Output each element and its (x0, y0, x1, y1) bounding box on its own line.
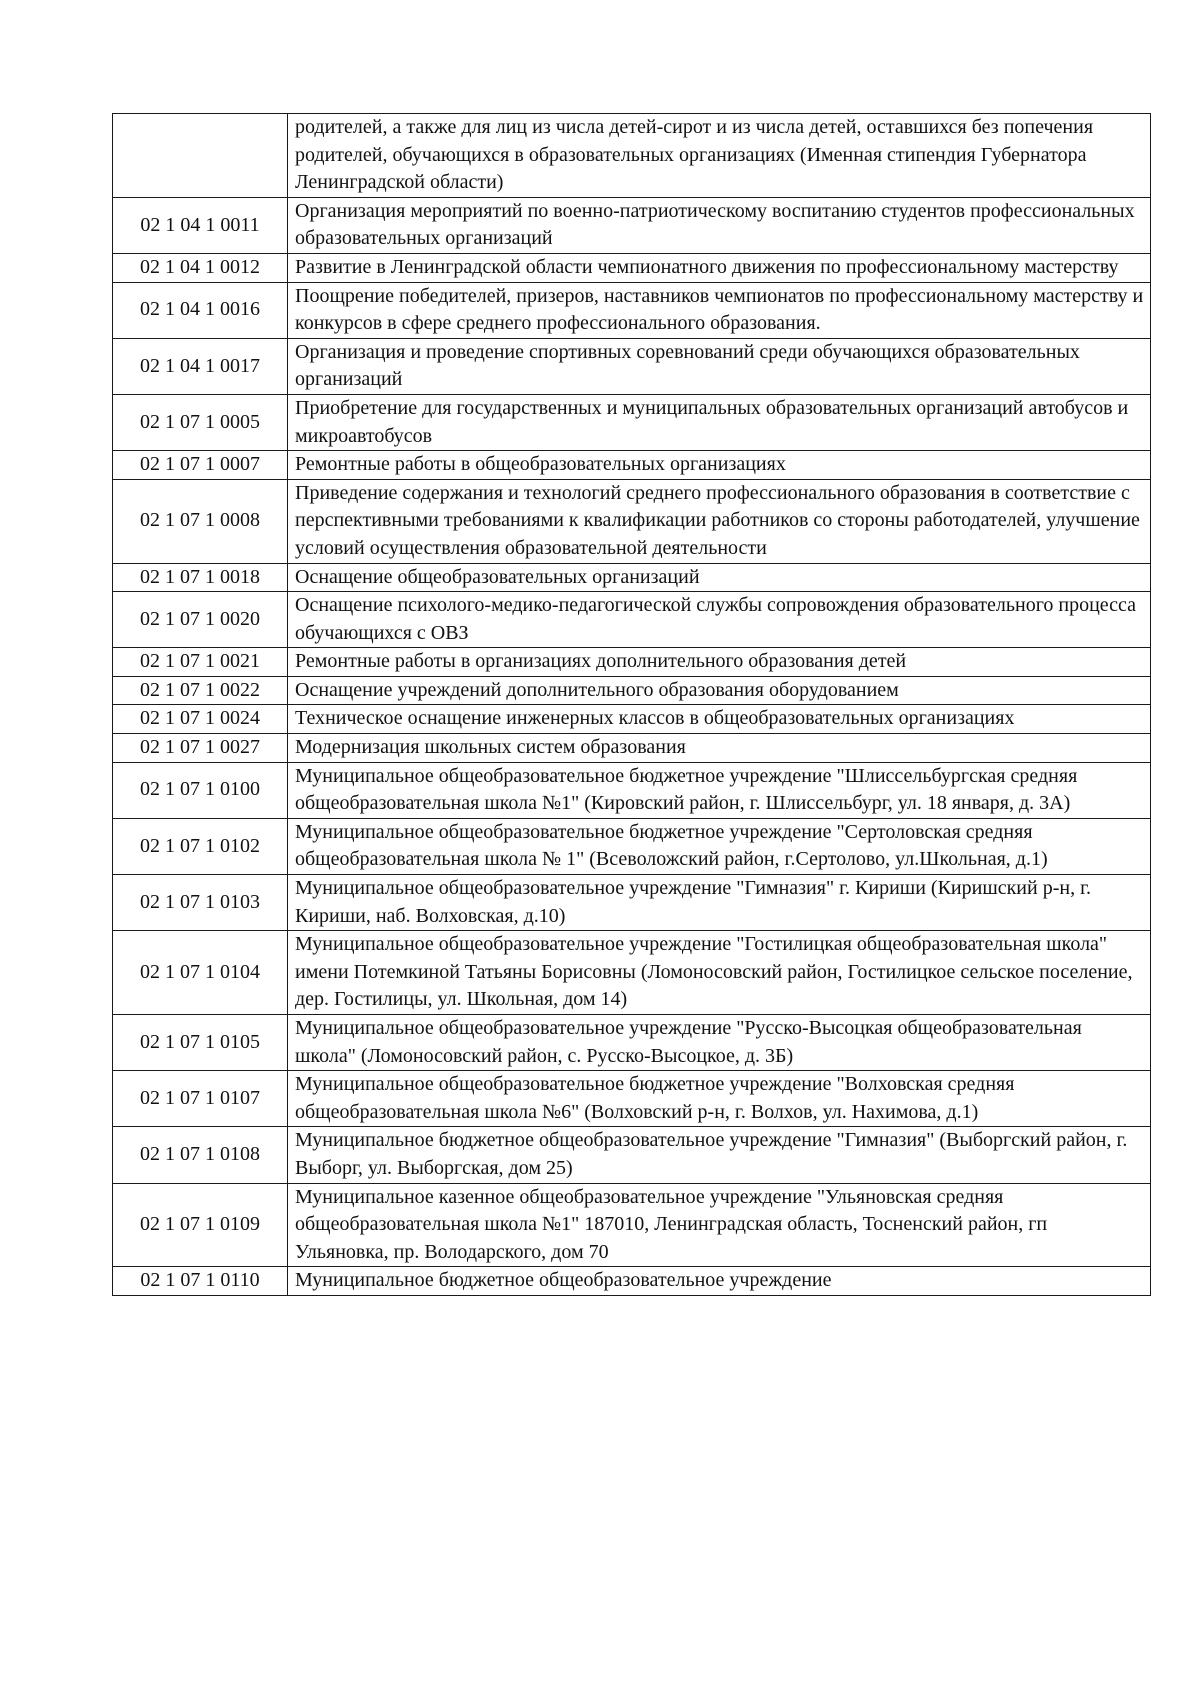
row-code: 02 1 07 1 0005 (113, 394, 288, 450)
row-description: Ремонтные работы в общеобразовательных организациях (288, 451, 1151, 480)
table-row (113, 114, 1151, 198)
row-description: Муниципальное общеобразовательное бюджетное учреждение "Волховская средняя общеобразовательная школа №6" (Волховский р-н, г. Волхов, ул. Нахимова, д.1) (288, 1071, 1151, 1127)
table-row (113, 1127, 1151, 1183)
row-code: 02 1 07 1 0100 (113, 762, 288, 818)
table-row (113, 648, 1151, 677)
table-row (113, 1267, 1151, 1296)
row-code: 02 1 07 1 0027 (113, 734, 288, 763)
table-row (113, 563, 1151, 592)
table-row (113, 197, 1151, 253)
table-row (113, 479, 1151, 563)
row-description: Муниципальное общеобразовательное бюджетное учреждение "Сертоловская средняя общеобразовательная школа № 1" (Всеволожский район, г.Сертолово, ул.Школьная, д.1) (288, 818, 1151, 874)
table-row (113, 592, 1151, 648)
row-code: 02 1 07 1 0018 (113, 563, 288, 592)
row-code: 02 1 07 1 0109 (113, 1183, 288, 1267)
row-description: Оснащение общеобразовательных организаций (288, 563, 1151, 592)
row-description: Муниципальное общеобразовательное учреждение "Гимназия" г. Кириши (Киришский р-н, г. Кириши, наб. Волховская, д.10) (288, 875, 1151, 931)
row-description: Приобретение для государственных и муниципальных образовательных организаций автобусов и микроавтобусов (288, 394, 1151, 450)
row-description: Поощрение победителей, призеров, наставников чемпионатов по профессиональному мастерству и конкурсов в сфере среднего профессионального образования. (288, 282, 1151, 338)
row-description: Ремонтные работы в организациях дополнительного образования детей (288, 648, 1151, 677)
row-description: Организация мероприятий по военно-патриотическому воспитанию студентов профессиональных образовательных организаций (288, 197, 1151, 253)
table-row (113, 875, 1151, 931)
row-code: 02 1 07 1 0024 (113, 705, 288, 734)
row-code: 02 1 04 1 0016 (113, 282, 288, 338)
row-description: Модернизация школьных систем образования (288, 734, 1151, 763)
table-row (113, 734, 1151, 763)
row-code: 02 1 07 1 0104 (113, 931, 288, 1015)
table-row (113, 705, 1151, 734)
row-description: родителей, а также для лиц из числа детей-сирот и из числа детей, оставшихся без попечения родителей, обучающихся в образовательных организациях (Именная стипендия Губернатора Ленинградской области) (288, 114, 1151, 198)
table-row (113, 253, 1151, 282)
row-code: 02 1 04 1 0017 (113, 338, 288, 394)
table-row (113, 451, 1151, 480)
row-code: 02 1 07 1 0105 (113, 1015, 288, 1071)
row-description: Оснащение учреждений дополнительного образования оборудованием (288, 676, 1151, 705)
row-code: 02 1 07 1 0102 (113, 818, 288, 874)
row-description: Муниципальное бюджетное общеобразовательное учреждение (288, 1267, 1151, 1296)
table-row (113, 282, 1151, 338)
table-row (113, 1071, 1151, 1127)
row-code: 02 1 07 1 0007 (113, 451, 288, 480)
row-description: Муниципальное общеобразовательное учреждение "Гостилицкая общеобразовательная школа" имени Потемкиной Татьяны Борисовны (Ломоносовский район, Гостилицкое сельское поселение, дер. Гостилицы, ул. Школьная, дом 14) (288, 931, 1151, 1015)
row-code: 02 1 07 1 0110 (113, 1267, 288, 1296)
table-row (113, 1015, 1151, 1071)
table-row (113, 931, 1151, 1015)
table-row (113, 338, 1151, 394)
row-description: Приведение содержания и технологий среднего профессионального образования в соответствие с перспективными требованиями к квалификации работников со стороны работодателей, улучшение условий осуществления образовательной деятельности (288, 479, 1151, 563)
row-description: Техническое оснащение инженерных классов в общеобразовательных организациях (288, 705, 1151, 734)
table-row (113, 762, 1151, 818)
row-description: Развитие в Ленинградской области чемпионатного движения по профессиональному мастерству (288, 253, 1151, 282)
row-code: 02 1 07 1 0020 (113, 592, 288, 648)
row-code: 02 1 07 1 0008 (113, 479, 288, 563)
row-code: 02 1 07 1 0103 (113, 875, 288, 931)
table-row (113, 394, 1151, 450)
row-code: 02 1 07 1 0022 (113, 676, 288, 705)
budget-codes-table (112, 113, 1151, 1296)
row-description: Оснащение психолого-медико-педагогической службы сопровождения образовательного процесса обучающихся с ОВЗ (288, 592, 1151, 648)
row-description: Муниципальное бюджетное общеобразовательное учреждение "Гимназия" (Выборгский район, г. Выборг, ул. Выборгская, дом 25) (288, 1127, 1151, 1183)
row-description: Муниципальное общеобразовательное учреждение "Русско-Высоцкая общеобразовательная школа" (Ломоносовский район, с. Русско-Высоцкое, д. 3Б) (288, 1015, 1151, 1071)
row-description: Организация и проведение спортивных соревнований среди обучающихся образовательных организаций (288, 338, 1151, 394)
row-code (113, 114, 288, 198)
row-code: 02 1 07 1 0108 (113, 1127, 288, 1183)
table-row (113, 1183, 1151, 1267)
row-description: Муниципальное общеобразовательное бюджетное учреждение "Шлиссельбургская средняя общеобразовательная школа №1" (Кировский район, г. Шлиссельбург, ул. 18 января, д. 3А) (288, 762, 1151, 818)
row-code: 02 1 07 1 0021 (113, 648, 288, 677)
row-code: 02 1 04 1 0011 (113, 197, 288, 253)
row-code: 02 1 07 1 0107 (113, 1071, 288, 1127)
table-row (113, 676, 1151, 705)
row-code: 02 1 04 1 0012 (113, 253, 288, 282)
table-row (113, 818, 1151, 874)
row-description: Муниципальное казенное общеобразовательное учреждение "Ульяновская средняя общеобразовательная школа №1" 187010, Ленинградская область, Тосненский район, гп Ульяновка, пр. Володарского, дом 70 (288, 1183, 1151, 1267)
